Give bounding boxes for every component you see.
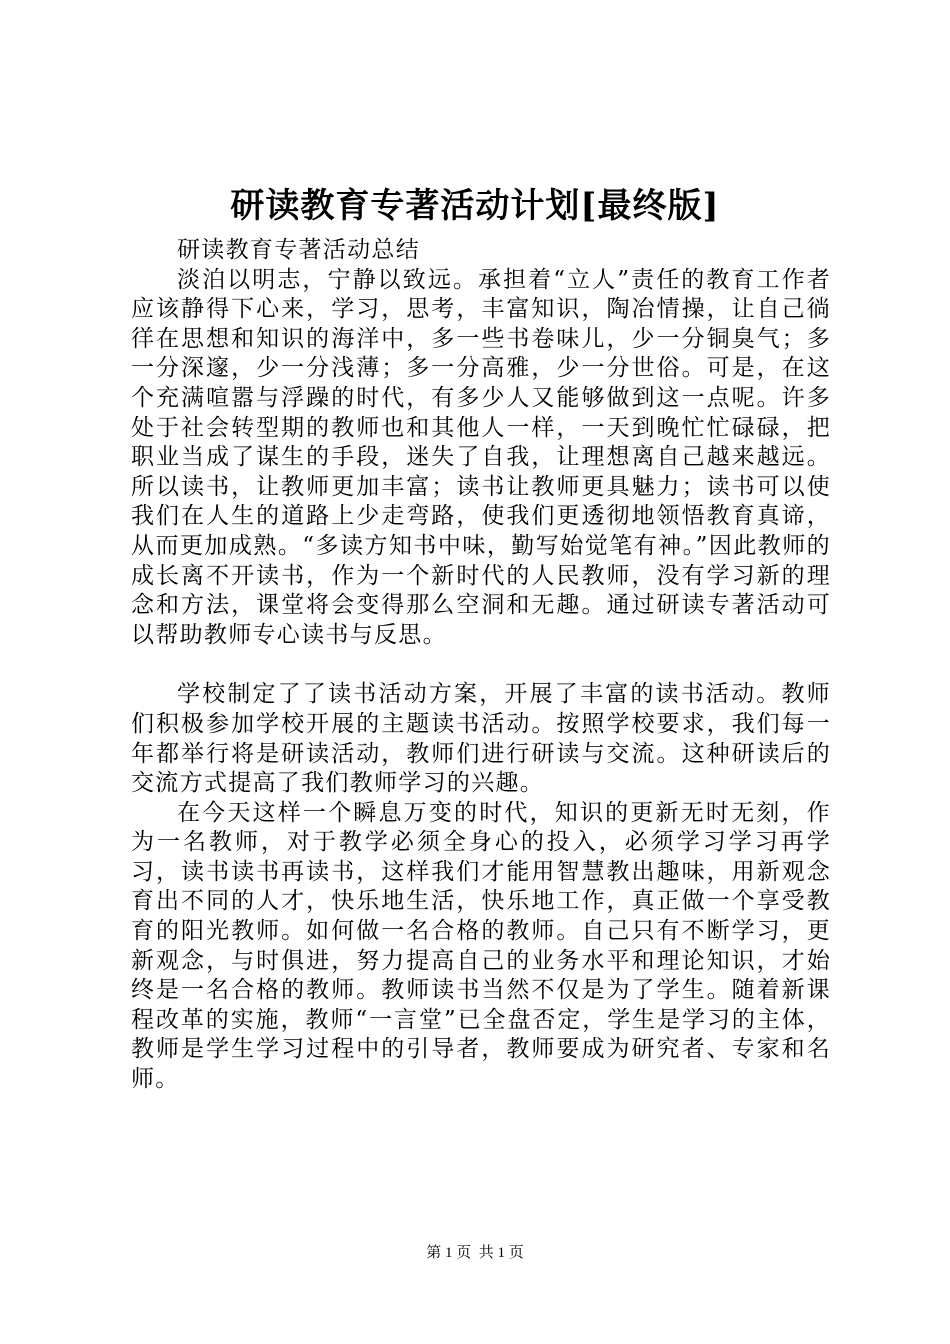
- document-title: 研读教育专著活动计划[最终版]: [230, 186, 720, 226]
- paragraph-1: 淡泊以明志，宁静以致远。承担着“立人”责任的教育工作者应该静得下心来，学习，思考，丰富知识，陶冶情操，让自己徜徉在思想和知识的海洋中，多一些书卷味儿，少一分铜臭气；多一分深邃，少一分浅薄；多一分高雅，少一分世俗。可是，在这个充满喧嚣与浮躁的时代，有多少人又能够做到这一点呢。许多处于社会转型期的教师也和其他人一样，一天到晚忙忙碌碌，把职业当成了谋生的手段，迷失了自我，让理想离自己越来越远。所以读书，让教师更加丰富；读书让教师更具魅力；读书可以使我们在人生的道路上少走弯路，使我们更透彻地领悟教育真谛，从而更加成熟。“多读方知书中味，勤写始觉笔有神。”因此教师的成长离不开读书，作为一个新时代的人民教师，没有学习新的理念和方法，课堂将会变得那么空洞和无趣。通过研读专著活动可以帮助教师专心读书与反思。: [131, 266, 831, 648]
- paragraph-2: 学校制定了了读书活动方案，开展了丰富的读书活动。教师们积极参加学校开展的主题读书活动。按照学校要求，我们每一年都举行将是研读活动，教师们进行研读与交流。这种研读后的交流方式提高了我们教师学习的兴趣。: [131, 681, 831, 797]
- document-body: [131, 236, 831, 1095]
- document-subtitle: 研读教育专著活动总结: [177, 237, 420, 263]
- paragraph-3: 在今天这样一个瞬息万变的时代，知识的更新无时无刻，作为一名教师，对于教学必须全身心的投入，必须学习学习再学习，读书读书再读书，这样我们才能用智慧教出趣味，用新观念育出不同的人才，快乐地生活，快乐地工作，真正做一个享受教育的阳光教师。如何做一名合格的教师。自己只有不断学习，更新观念，与时俱进，努力提高自己的业务水平和理论知识，才始终是一名合格的教师。教师读书当然不仅是为了学生。随着新课程改革的实施，教师“一言堂”已全盘否定，学生是学习的主体，教师是学生学习过程中的引导者，教师要成为研究者、专家和名师。: [131, 799, 831, 1093]
- paragraph-gap: [131, 650, 831, 680]
- page-total: 共 1 页: [478, 1245, 524, 1261]
- page-number: 第 1 页: [426, 1245, 472, 1261]
- page-footer: [0, 1243, 950, 1263]
